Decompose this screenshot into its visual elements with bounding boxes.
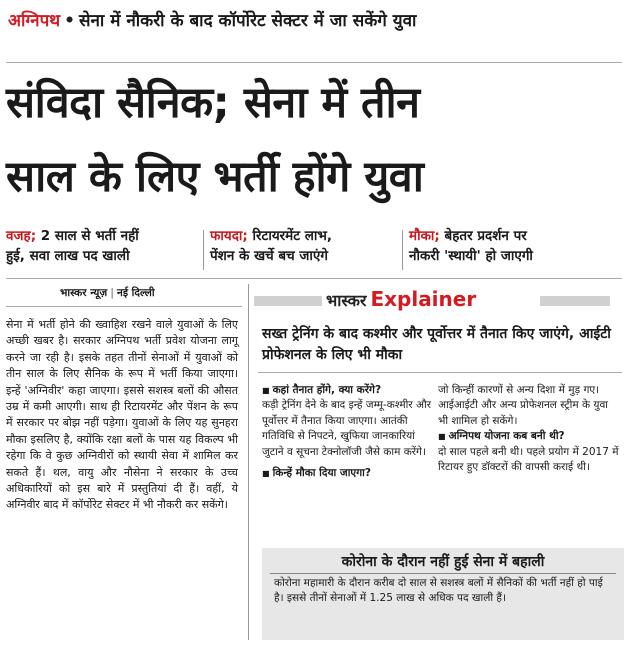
teaser-reason-line1: 2 साल से भर्ती नहीं — [40, 228, 139, 244]
teaser-reason-tag: वजह; — [6, 228, 37, 244]
teaser-opportunity-tag: मौका; — [409, 228, 440, 244]
teaser-opportunity-line1: बेहतर प्रदर्शन पर — [444, 228, 527, 244]
teaser-benefit-tag: फायदा; — [210, 228, 248, 244]
explainer-brand-label: Explainer — [370, 287, 477, 311]
corona-box-divider — [270, 573, 616, 574]
kicker — [8, 8, 416, 31]
teaser-benefit-line1: रिटायरमेंट लाभ, — [252, 228, 333, 244]
bullet-icon: ■ — [262, 469, 270, 479]
explainer-answer-3: दो साल पहले बनी थी। पहले प्रयोग में 2017 में रिटायर हुए डॉक्टरों की वापसी कराई थी। — [438, 445, 619, 474]
explainer-answer-2: जो किन्हीं कारणों से अन्य दिशा में मुड़ गए। आईआईटी और अन्य प्रोफेशनल स्ट्रीम के युवा भी शामिल हो सकेंगे। — [438, 384, 609, 427]
kicker-bullet: • — [64, 11, 75, 31]
explainer-brand — [326, 287, 476, 311]
teaser-benefit-line2: पेंशन के खर्चे बच जाएंगे — [210, 248, 328, 264]
corona-box-title: कोरोना के दौरान नहीं हुई सेना में बहाली — [341, 554, 545, 570]
kicker-label: अग्निपथ — [8, 11, 61, 31]
kicker-text: सेना में नौकरी के बाद कॉर्पोरेट सेक्टर में जा सकेंगे युवा — [79, 11, 417, 31]
teaser-benefit — [210, 226, 395, 266]
teaser-divider — [402, 230, 403, 270]
teaser-reason — [6, 226, 196, 266]
bullet-icon: ■ — [262, 386, 270, 395]
left-article-body — [6, 317, 238, 514]
teaser-opportunity — [409, 226, 629, 266]
left-article-paragraph: सेना में भर्ती होने की ख्वाहिश रखने वाले युवाओं के लिए अच्छी खबर है। सरकार अग्निपथ भर्ती प्रवेश योजना लागू करने जा रही है। इसके तहत तीनों सेनाओं में युवाओं को तीन साल के लिए सैनिक के रूप में भर्ती किया जाएगा। इन्हें 'अग्निवीर' कहा जाएगा। इससे सशस्त्र बलों की औसत उम्र में कमी आएगी। साथ ही रिटायरमेंट और पेंशन के रूप में सरकार पर बोझ नहीं पड़ेगा। युवाओं के लिए यह सुनहरा मौका इसलिए है, क्योंकि रक्षा बलों के पास यह विकल्प भी रहेगा कि वे कुछ अग्निवीरों को स्थायी सेवा में शामिल कर सकते हैं। थल, वायु और नौसेना ने सरकार के उच्च अधिकारियों को इस बारे में प्रस्तुतियां दी हैं। वहीं, ये अग्निवीर बाद में कॉर्पोरेट सेक्टर में भी नौकरी कर सकेंगे। — [6, 318, 238, 512]
explainer-subhead-divider — [258, 372, 622, 373]
teaser-bottom-divider — [6, 278, 622, 279]
teaser-divider — [203, 230, 204, 270]
explainer-question-3: अग्निपथ योजना कब बनी थी? — [448, 430, 565, 443]
explainer-question-2: किन्हें मौका दिया जाएगा? — [272, 467, 371, 480]
byline-divider — [6, 306, 242, 307]
kicker-divider — [6, 62, 622, 63]
explainer-bar-left — [254, 296, 322, 306]
teaser-reason-line2: हुई, सवा लाख पद खाली — [6, 248, 130, 264]
byline-separator: | — [110, 287, 115, 299]
explainer-answer-1: कड़ी ट्रेनिंग देने के बाद इन्हें जम्मू-कश्मीर और पूर्वोत्तर में तैनात किया जाएगा। आतंकी गतिविधि से निपटने, खुफिया जानकारियां जुटाने व सूचना टेक्नोलॉजी जैसे काम करेंगे। — [262, 399, 431, 458]
headline-line-1: संविदा सैनिक; सेना में तीन — [6, 78, 420, 128]
headline-line-2: साल के लिए भर्ती होंगे युवा — [6, 152, 424, 202]
explainer-question-1: कहां तैनात होंगे, क्या करेंगे? — [272, 384, 382, 396]
byline-source: भास्कर न्यूज़ — [60, 287, 108, 299]
explainer-subhead: सख्त ट्रेनिंग के बाद कश्मीर और पूर्वोत्तर में तैनात किए जाएंगे, आईटी प्रोफेशनल के लिए भी मौका — [262, 326, 611, 363]
explainer-column-2 — [438, 383, 620, 475]
byline-place: नई दिल्ली — [117, 287, 155, 299]
teaser-opportunity-line2: नौकरी 'स्थायी' हो जाएगी — [409, 248, 533, 264]
column-divider — [248, 284, 249, 640]
bullet-icon: ■ — [438, 432, 446, 442]
explainer-bar-right — [540, 296, 610, 306]
explainer-column-1 — [262, 383, 432, 481]
corona-box-text: कोरोना महामारी के दौरान करीब दो साल से सशस्त्र बलों में सैनिकों की भर्ती नहीं हो पाई है। इससे तीनों सेनाओं में 1.25 लाख से अधिक पद खाली हैं। — [274, 577, 603, 605]
byline — [60, 286, 155, 300]
explainer-brand-name: भास्कर — [326, 291, 367, 310]
